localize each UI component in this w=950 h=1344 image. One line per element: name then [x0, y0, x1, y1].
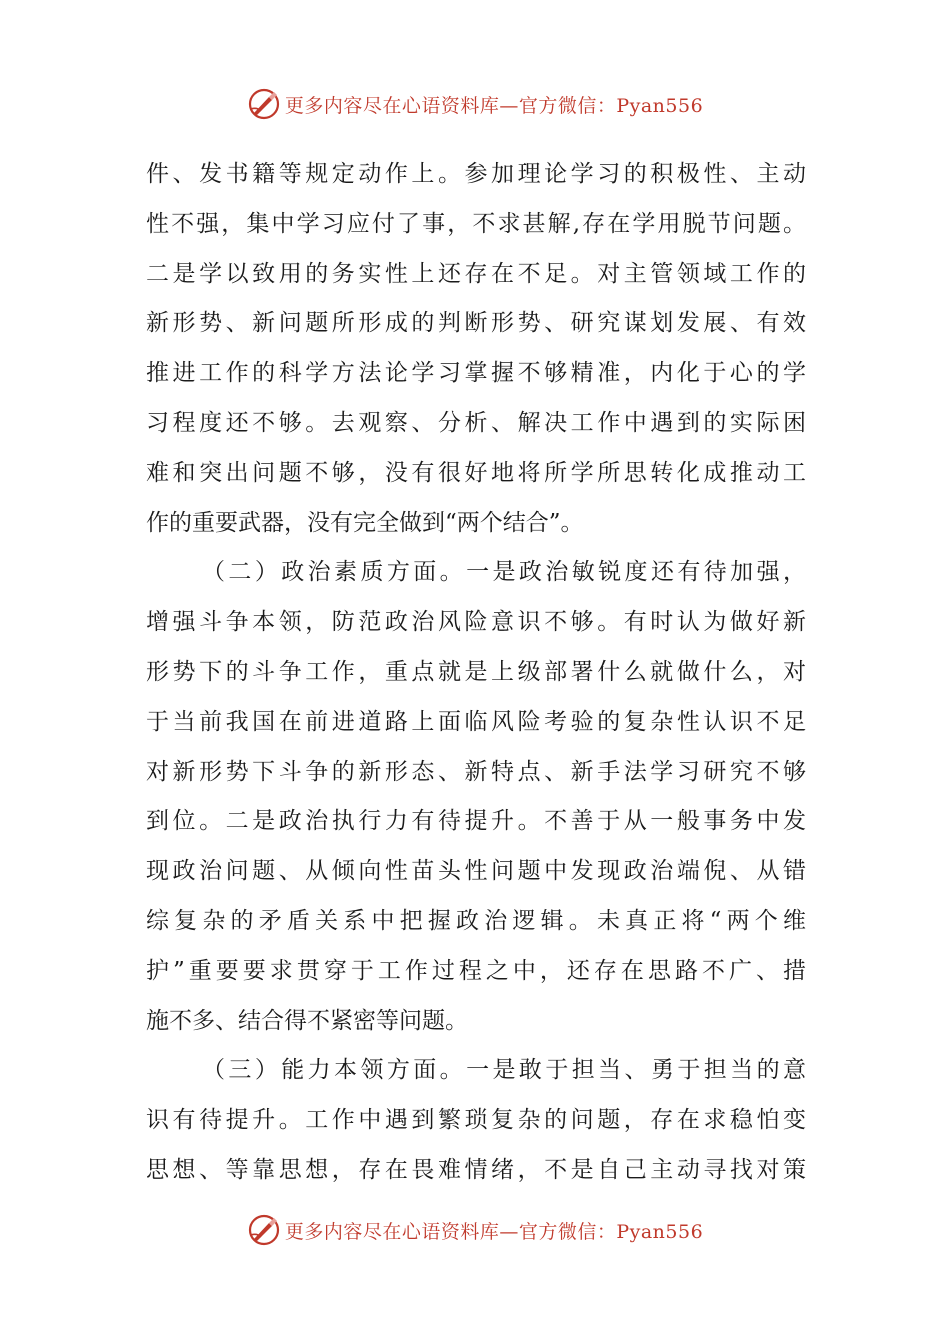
- pen-circle-icon: [247, 87, 281, 121]
- body-line: 推进工作的科学方法论学习掌握不够精准，内化于心的学: [146, 360, 806, 387]
- body-line: 件、发书籍等规定动作上。参加理论学习的积极性、主动: [146, 161, 806, 187]
- pen-circle-icon: [247, 1213, 281, 1247]
- body-line: 识有待提升。工作中遇到繁琐复杂的问题，存在求稳怕变: [146, 1107, 806, 1134]
- body-line: 作的重要武器，没有完全做到“两个结合”。: [146, 509, 584, 536]
- body-line: 到位。二是政治执行力有待提升。不善于从一般事务中发: [146, 808, 806, 835]
- body-line: 思想、等靠思想，存在畏难情绪，不是自己主动寻找对策: [146, 1156, 806, 1183]
- body-line: 于当前我国在前进道路上面临风险考验的复杂性认识不足: [146, 708, 806, 735]
- paragraph-heading-line: （二）政治素质方面。一是政治敏锐度还有待加强，: [202, 559, 806, 586]
- body-line: 施不多、结合得不紧密等问题。: [146, 1007, 468, 1034]
- header-banner: [0, 84, 950, 124]
- footer-promo-text: 更多内容尽在心语资料库—官方微信：Pyan556: [284, 1220, 704, 1243]
- body-line: 难和突出问题不够，没有很好地将所学所思转化成推动工: [146, 459, 806, 486]
- body-line: 对新形势下斗争的新形态、新特点、新手法学习研究不够: [146, 758, 806, 785]
- header-promo-text: 更多内容尽在心语资料库—官方微信：Pyan556: [284, 94, 704, 117]
- body-line: 习程度还不够。去观察、分析、解决工作中遇到的实际困: [146, 409, 806, 436]
- body-line: 二是学以致用的务实性上还存在不足。对主管领域工作的: [146, 260, 806, 287]
- body-line: 性不强，集中学习应付了事，不求甚解,存在学用脱节问题。: [146, 210, 806, 237]
- body-line: 护”重要要求贯穿于工作过程之中，还存在思路不广、措: [146, 957, 806, 984]
- body-line: 形势下的斗争工作，重点就是上级部署什么就做什么，对: [146, 658, 806, 685]
- paragraph-heading-line: （三）能力本领方面。一是敢于担当、勇于担当的意: [202, 1057, 806, 1084]
- body-line: 综复杂的矛盾关系中把握政治逻辑。未真正将“两个维: [146, 907, 806, 934]
- body-line: 增强斗争本领，防范政治风险意识不够。有时认为做好新: [146, 609, 806, 636]
- body-line: 新形势、新问题所形成的判断形势、研究谋划发展、有效: [146, 310, 806, 337]
- document-body: [146, 150, 806, 1196]
- footer-banner: [0, 1210, 950, 1250]
- body-line: 现政治问题、从倾向性苗头性问题中发现政治端倪、从错: [146, 858, 806, 885]
